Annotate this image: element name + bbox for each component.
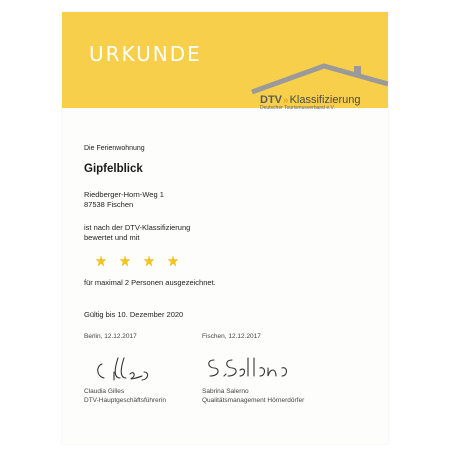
right-signer-role: Qualitätsmanagement Hörnerdörfer <box>202 397 305 404</box>
awarded-line: bewertet und mit <box>84 233 140 242</box>
star-icon <box>120 256 130 266</box>
address-city: 87538 Fischen <box>84 200 134 209</box>
signature-gilles <box>92 354 172 384</box>
right-signer-name: Sabrina Salerno <box>202 388 249 395</box>
certificate-paper <box>62 12 388 444</box>
logo-brand: DTV <box>260 94 282 106</box>
star-icon <box>144 256 154 266</box>
validity-line: Gültig bis 10. Dezember 2020 <box>84 310 184 319</box>
star-rating <box>96 256 178 266</box>
right-place-date: Fischen, 12.12.2017 <box>202 333 261 340</box>
left-signer-name: Claudia Gilles <box>84 388 125 395</box>
signature-salerno <box>202 352 302 382</box>
chevrons-icon: » <box>283 95 289 106</box>
left-place-date: Berlin, 12.12.2017 <box>84 333 137 340</box>
dtv-logo <box>238 62 388 132</box>
intro-text: Die Ferienwohnung <box>84 145 145 152</box>
persons-line: für maximal 2 Personen ausgezeichnet. <box>84 278 216 287</box>
certificate-title: URKUNDE <box>89 42 202 66</box>
address-street: Riedberger-Horn-Weg 1 <box>84 190 164 199</box>
property-name: Gipfelblick <box>84 163 143 175</box>
star-icon <box>96 256 106 266</box>
star-icon <box>168 256 178 266</box>
classification-line: ist nach der DTV-Klassifizierung <box>84 223 191 232</box>
logo-name: Klassifizierung <box>289 94 361 106</box>
left-signer-role: DTV-Hauptgeschäftsführerin <box>84 397 167 404</box>
logo-tagline: Deutscher Tourismusverband e.V. <box>260 105 335 111</box>
